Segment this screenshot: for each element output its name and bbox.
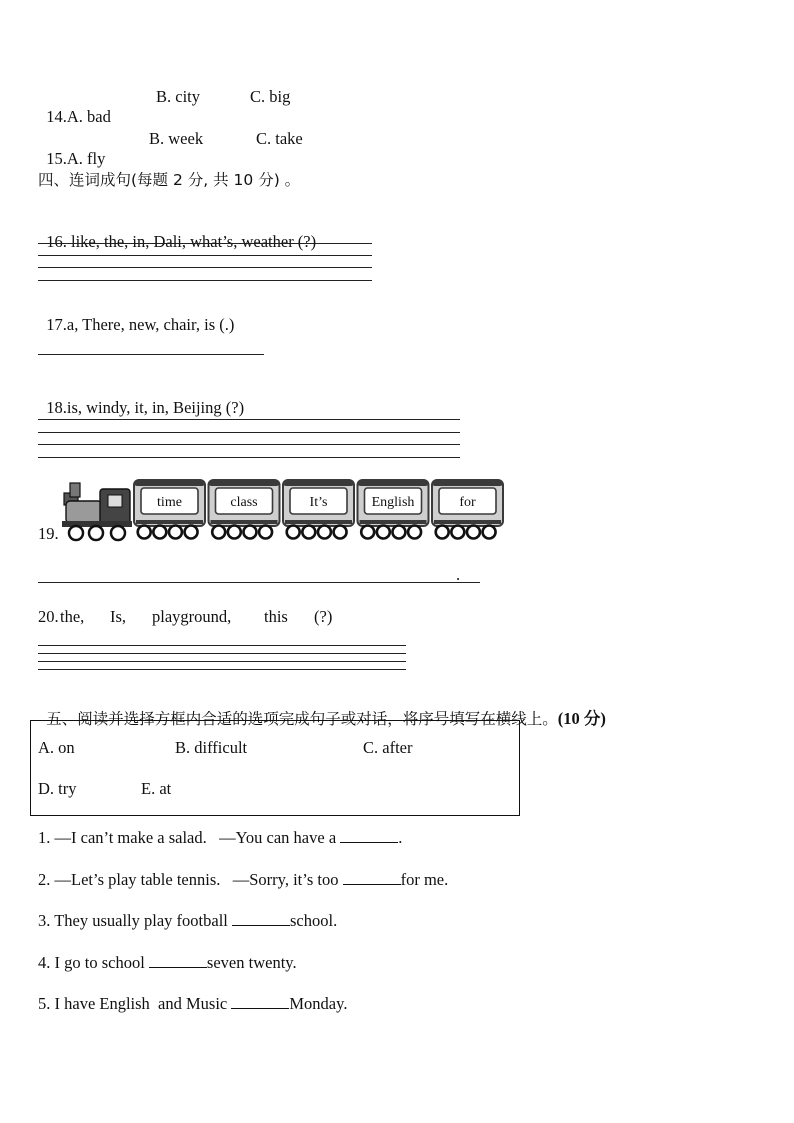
question-prompt: is, windy, it, in, Beijing (?) bbox=[66, 398, 245, 417]
question-number: 15. bbox=[46, 149, 67, 168]
train-car-word: class bbox=[230, 495, 258, 510]
option-e: E. at bbox=[141, 779, 172, 798]
question-14 bbox=[38, 87, 111, 127]
sentence-text-end: . bbox=[398, 828, 403, 847]
word-4: this bbox=[264, 607, 288, 626]
question-20-number: 20. bbox=[38, 607, 59, 626]
option-a: A. bad bbox=[66, 107, 111, 126]
question-18 bbox=[38, 378, 244, 418]
sentence-text-end: school. bbox=[290, 911, 338, 930]
sentence-3 bbox=[38, 910, 337, 931]
wheel-icon bbox=[259, 526, 272, 539]
train-car bbox=[134, 480, 205, 539]
writing-line bbox=[38, 280, 372, 281]
answer-blank[interactable] bbox=[340, 827, 398, 843]
option-c: C. big bbox=[250, 87, 291, 106]
question-16 bbox=[38, 212, 316, 252]
writing-line bbox=[38, 457, 460, 458]
wheel-icon bbox=[436, 526, 449, 539]
writing-line bbox=[38, 653, 406, 654]
wheel-icon bbox=[334, 526, 347, 539]
question-15 bbox=[38, 129, 105, 169]
train-car bbox=[358, 480, 429, 539]
answer-blank[interactable] bbox=[149, 952, 207, 968]
question-number: 18. bbox=[46, 398, 67, 417]
option-c: C. take bbox=[256, 129, 303, 148]
wheel-icon bbox=[287, 526, 300, 539]
word-5: (?) bbox=[314, 607, 333, 626]
train-car bbox=[209, 480, 280, 539]
question-number: 17. bbox=[46, 315, 67, 334]
train-car-word: time bbox=[157, 495, 182, 510]
option-a: A. on bbox=[38, 738, 75, 757]
question-prompt: a, There, new, chair, is (.) bbox=[66, 315, 235, 334]
writing-line bbox=[38, 419, 460, 420]
section-4-title: 四、连词成句(每题 2 分, 共 10 分) 。 bbox=[38, 171, 301, 189]
train-car-word: English bbox=[371, 495, 415, 510]
question-19-number: 19. bbox=[38, 524, 59, 543]
option-b: B. city bbox=[156, 87, 200, 106]
wheel-icon bbox=[392, 526, 405, 539]
question-number: 16 bbox=[46, 232, 63, 251]
answer-blank[interactable] bbox=[232, 910, 290, 926]
wheel-icon bbox=[138, 526, 151, 539]
wheel-icon bbox=[169, 526, 182, 539]
sentence-text-end: for me. bbox=[400, 870, 449, 889]
wheel-icon bbox=[318, 526, 331, 539]
answer-line bbox=[38, 354, 264, 355]
wheel-icon bbox=[228, 526, 241, 539]
sentence-text: 2. —Let’s play table tennis. —Sorry, it’s too bbox=[38, 870, 343, 889]
writing-line bbox=[38, 661, 406, 662]
sentence-text: 1. —I can’t make a salad. —You can have a bbox=[38, 828, 341, 847]
writing-line bbox=[38, 243, 372, 244]
wheel-icon bbox=[467, 526, 480, 539]
wheel-icon bbox=[451, 526, 464, 539]
options-box bbox=[30, 720, 520, 816]
wheel-icon bbox=[361, 526, 374, 539]
train-car bbox=[432, 480, 503, 539]
train-car-word: It’s bbox=[309, 495, 328, 510]
sentence-text: 3. They usually play football bbox=[38, 911, 232, 930]
question-17 bbox=[38, 295, 234, 335]
option-a: A. fly bbox=[66, 149, 106, 168]
section-5-instruction: 五、阅读并选择方框内合适的选项完成句子或对话，将序号填写在横线上。 bbox=[46, 710, 558, 728]
answer-line bbox=[38, 582, 480, 583]
answer-blank[interactable] bbox=[231, 993, 289, 1009]
wheel-icon bbox=[408, 526, 421, 539]
word-1: the, bbox=[60, 607, 85, 626]
wheel-icon bbox=[377, 526, 390, 539]
word-train-illustration bbox=[62, 475, 504, 545]
sentence-2 bbox=[38, 869, 448, 890]
steam-locomotive-icon bbox=[62, 483, 132, 540]
train-car-word: for bbox=[459, 495, 476, 510]
wheel-icon bbox=[153, 526, 166, 539]
writing-line bbox=[38, 267, 372, 268]
train-car bbox=[283, 480, 354, 539]
writing-line bbox=[38, 255, 372, 256]
writing-line bbox=[38, 645, 406, 646]
sentence-text-end: seven twenty. bbox=[206, 953, 297, 972]
wheel-icon bbox=[302, 526, 315, 539]
sentence-text: 5. I have English and Music bbox=[38, 994, 232, 1013]
question-prompt: . like, the, in, Dali, what’s, weather (?) bbox=[62, 232, 317, 251]
option-c: C. after bbox=[363, 738, 413, 757]
word-3: playground, bbox=[152, 607, 232, 626]
sentence-text: 4. I go to school bbox=[38, 953, 149, 972]
wheel-icon bbox=[483, 526, 496, 539]
sentence-1 bbox=[38, 827, 402, 848]
writing-line bbox=[38, 432, 460, 433]
sentence-text-end: Monday. bbox=[289, 994, 348, 1013]
writing-line bbox=[38, 444, 460, 445]
wheel-icon bbox=[212, 526, 225, 539]
wheel-icon bbox=[185, 526, 198, 539]
end-period: . bbox=[456, 565, 461, 584]
sentence-4 bbox=[38, 952, 297, 973]
option-b: B. week bbox=[149, 129, 204, 148]
wheel-icon bbox=[243, 526, 256, 539]
question-number: 14. bbox=[46, 107, 67, 126]
writing-line bbox=[38, 669, 406, 670]
answer-blank[interactable] bbox=[343, 869, 401, 885]
section-5-score: (10 分) bbox=[557, 709, 606, 728]
word-2: Is, bbox=[110, 607, 127, 626]
option-b: B. difficult bbox=[175, 738, 248, 757]
sentence-5 bbox=[38, 993, 347, 1014]
option-d: D. try bbox=[38, 779, 77, 798]
